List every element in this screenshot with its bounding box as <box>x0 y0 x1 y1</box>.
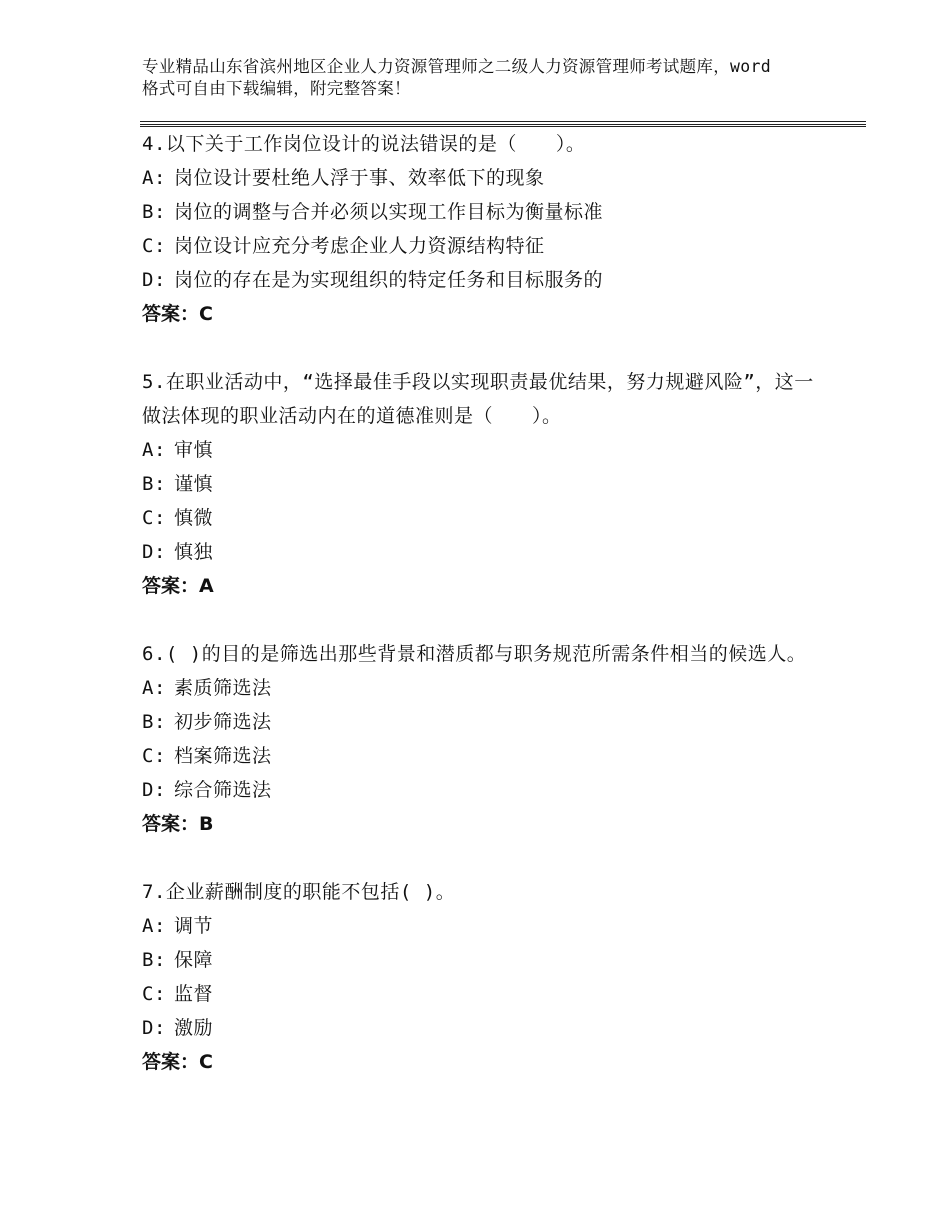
option-d <box>142 773 822 807</box>
option-text: 岗位设计应充分考虑企业人力资源结构特征 <box>174 235 545 257</box>
option-a <box>142 671 822 705</box>
option-letter: B: <box>142 201 166 223</box>
question-stem: 5.在职业活动中，“选择最佳手段以实现职责最优结果，努力规避风险”，这一做法体现的职业活动内在的道德准则是（ ）。 <box>142 371 814 427</box>
option-text: 审慎 <box>174 439 214 461</box>
option-d <box>142 1011 822 1045</box>
option-letter: A: <box>142 439 166 461</box>
option-c <box>142 501 822 535</box>
question-4 <box>142 127 822 331</box>
option-text: 慎独 <box>174 541 214 563</box>
option-b <box>142 195 822 229</box>
question-5 <box>142 365 822 603</box>
option-letter: C: <box>142 745 166 767</box>
answer-line: 答案：C <box>142 1051 213 1073</box>
option-text: 谨慎 <box>174 473 214 495</box>
option-b <box>142 467 822 501</box>
document-header <box>142 56 782 100</box>
option-text: 监督 <box>174 983 214 1005</box>
option-c <box>142 229 822 263</box>
option-letter: B: <box>142 711 166 733</box>
option-c <box>142 739 822 773</box>
option-a <box>142 433 822 467</box>
option-d <box>142 535 822 569</box>
option-text: 档案筛选法 <box>174 745 272 767</box>
question-stem: 6.( )的目的是筛选出那些背景和潜质都与职务规范所需条件相当的候选人。 <box>142 643 807 665</box>
option-letter: B: <box>142 949 166 971</box>
option-a <box>142 161 822 195</box>
option-text: 岗位设计要杜绝人浮于事、效率低下的现象 <box>174 167 545 189</box>
option-d <box>142 263 822 297</box>
option-letter: B: <box>142 473 166 495</box>
option-text: 岗位的存在是为实现组织的特定任务和目标服务的 <box>174 269 604 291</box>
option-letter: A: <box>142 677 166 699</box>
option-text: 素质筛选法 <box>174 677 272 699</box>
option-letter: C: <box>142 507 166 529</box>
answer-line: 答案：A <box>142 575 214 597</box>
option-b <box>142 943 822 977</box>
option-text: 综合筛选法 <box>174 779 272 801</box>
option-letter: A: <box>142 915 166 937</box>
option-letter: C: <box>142 983 166 1005</box>
header-divider <box>140 124 866 125</box>
question-7 <box>142 875 822 1079</box>
option-letter: C: <box>142 235 166 257</box>
option-text: 初步筛选法 <box>174 711 272 733</box>
option-letter: D: <box>142 1017 166 1039</box>
option-letter: A: <box>142 167 166 189</box>
option-text: 岗位的调整与合并必须以实现工作目标为衡量标准 <box>174 201 604 223</box>
option-letter: D: <box>142 541 166 563</box>
option-letter: D: <box>142 269 166 291</box>
answer-line: 答案：B <box>142 813 214 835</box>
question-6 <box>142 637 822 841</box>
question-list <box>142 127 822 1113</box>
option-b <box>142 705 822 739</box>
question-stem: 4.以下关于工作岗位设计的说法错误的是（ ）。 <box>142 133 586 155</box>
header-divider <box>140 121 866 122</box>
option-text: 慎微 <box>174 507 214 529</box>
option-c <box>142 977 822 1011</box>
answer-line: 答案：C <box>142 303 213 325</box>
question-stem: 7.企业薪酬制度的职能不包括( )。 <box>142 881 456 903</box>
option-a <box>142 909 822 943</box>
option-text: 激励 <box>174 1017 214 1039</box>
document-title: 专业精品山东省滨州地区企业人力资源管理师之二级人力资源管理师考试题库，word格式可自由下载编辑，附完整答案！ <box>142 57 771 98</box>
option-letter: D: <box>142 779 166 801</box>
option-text: 调节 <box>174 915 214 937</box>
option-text: 保障 <box>174 949 214 971</box>
